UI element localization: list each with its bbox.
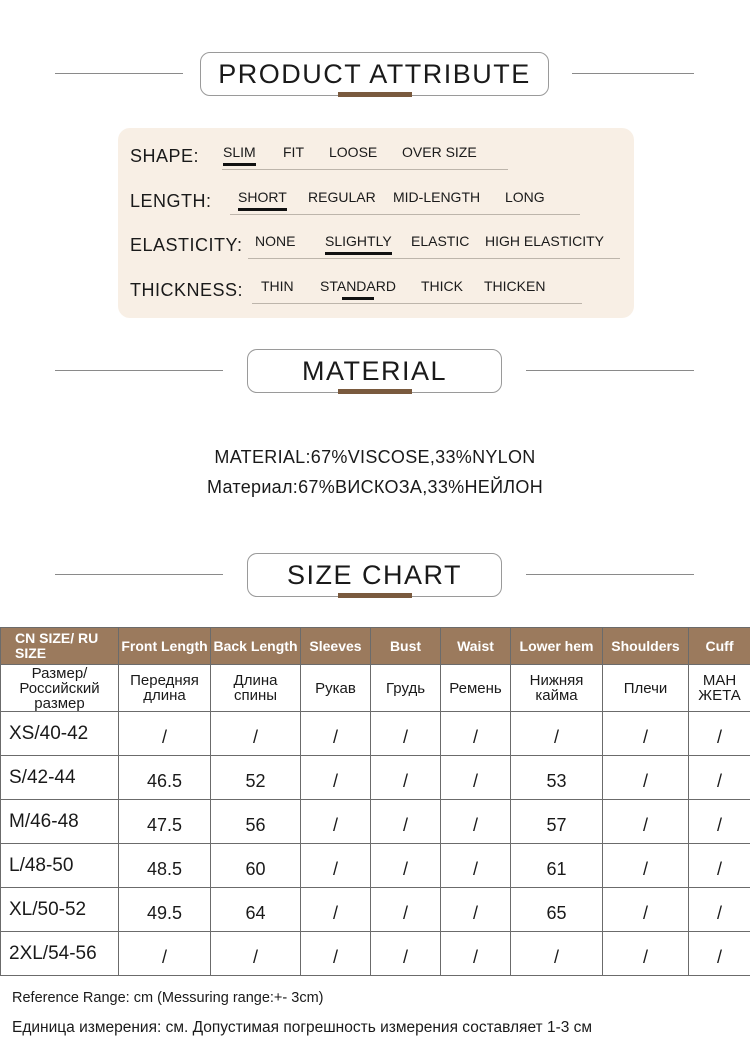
attribute-label: THICKNESS: — [130, 280, 244, 300]
option-regular: REGULAR — [308, 189, 376, 205]
header-divider-left — [55, 73, 183, 74]
measure-cell: / — [301, 844, 371, 888]
table-row — [1, 712, 750, 756]
row-underline — [230, 214, 580, 215]
measure-cell: 48.5 — [119, 844, 211, 888]
measure-cell: / — [603, 844, 689, 888]
attribute-row-shape — [130, 142, 500, 170]
measure-cell: / — [119, 712, 211, 756]
attribute-row-thickness — [130, 276, 590, 304]
measure-cell: / — [371, 756, 441, 800]
measure-cell: / — [119, 932, 211, 976]
section-title: PRODUCT ATTRIBUTE — [218, 58, 531, 89]
measure-cell: / — [603, 800, 689, 844]
option-thicken: THICKEN — [484, 278, 546, 294]
header-cell: Передняя длина — [119, 665, 211, 712]
header-cell: Размер/ Российский размер — [1, 665, 119, 712]
header-divider-left — [55, 574, 223, 575]
measure-cell: / — [689, 844, 750, 888]
attribute-label: SHAPE: — [130, 146, 200, 166]
option-loose: LOOSE — [329, 144, 378, 160]
header-accent-bar — [338, 593, 412, 598]
header-pill — [247, 349, 502, 393]
attribute-card — [118, 128, 634, 318]
measure-cell: 47.5 — [119, 800, 211, 844]
footer-note-ru: Единица измерения: см. Допустимая погрешность измерения составляет 1-3 см — [12, 1019, 593, 1036]
header-cell: Lower hem — [511, 628, 603, 665]
option-mid-length: MID-LENGTH — [393, 189, 481, 205]
measure-cell: 61 — [511, 844, 603, 888]
size-cell: L/48-50 — [1, 844, 119, 888]
table-row — [1, 756, 750, 800]
material-ru-value: 67%ВИСКОЗА,33%НЕЙЛОН — [298, 477, 544, 497]
material-en-value: 67%VISCOSE,33%NYLON — [310, 447, 536, 467]
material-ru-label: Материал: — [206, 477, 299, 497]
measure-cell: 46.5 — [119, 756, 211, 800]
header-cell: Грудь — [371, 665, 441, 712]
measure-cell: 52 — [211, 756, 301, 800]
option-none: NONE — [255, 233, 296, 249]
option-short: SHORT — [238, 189, 287, 205]
measure-cell: / — [211, 712, 301, 756]
measure-cell: / — [603, 888, 689, 932]
measure-cell: / — [689, 800, 750, 844]
measure-cell: / — [371, 932, 441, 976]
measure-cell: 49.5 — [119, 888, 211, 932]
measure-cell: / — [441, 844, 511, 888]
measure-cell: / — [211, 932, 301, 976]
measure-cell: / — [371, 800, 441, 844]
attribute-row-length — [130, 187, 590, 215]
section-title: MATERIAL — [301, 355, 448, 386]
row-underline — [252, 303, 582, 304]
table-row — [1, 844, 750, 888]
table-header-ru — [1, 665, 750, 712]
material-ru — [0, 477, 750, 498]
header-cell: Shoulders — [603, 628, 689, 665]
measure-cell: 60 — [211, 844, 301, 888]
header-cell: Плечи — [603, 665, 689, 712]
size-cell: 2XL/54-56 — [1, 932, 119, 976]
option-over-size: OVER SIZE — [402, 144, 477, 160]
option-thin: THIN — [261, 278, 294, 294]
header-accent-bar — [338, 92, 412, 97]
measure-cell: 56 — [211, 800, 301, 844]
measure-cell: / — [441, 756, 511, 800]
measure-cell: 53 — [511, 756, 603, 800]
measure-cell: / — [301, 712, 371, 756]
measure-cell: / — [511, 712, 603, 756]
section-title: SIZE CHART — [286, 559, 463, 590]
measure-cell: / — [603, 932, 689, 976]
measure-cell: / — [689, 932, 750, 976]
measure-cell: / — [301, 756, 371, 800]
row-underline — [222, 169, 508, 170]
option-fit: FIT — [283, 144, 304, 160]
measure-cell: 64 — [211, 888, 301, 932]
option-standard: STANDARD — [320, 278, 396, 294]
header-pill — [200, 52, 549, 96]
measure-cell: / — [689, 712, 750, 756]
option-long: LONG — [505, 189, 545, 205]
size-cell: S/42-44 — [1, 756, 119, 800]
option-elastic: ELASTIC — [411, 233, 470, 249]
section-header-attribute — [0, 52, 750, 112]
table-row — [1, 800, 750, 844]
measure-cell: / — [371, 888, 441, 932]
header-cell: Рукав — [301, 665, 371, 712]
attribute-row-elasticity — [130, 231, 625, 259]
measure-cell: / — [301, 888, 371, 932]
header-divider-right — [526, 574, 694, 575]
header-cell: Ремень — [441, 665, 511, 712]
table-row — [1, 888, 750, 932]
material-en — [0, 447, 750, 468]
header-cell: Sleeves — [301, 628, 371, 665]
measure-cell: / — [603, 712, 689, 756]
size-cell: XS/40-42 — [1, 712, 119, 756]
header-cell: МАН ЖЕТА — [689, 665, 750, 712]
measure-cell: / — [441, 888, 511, 932]
measure-cell: 57 — [511, 800, 603, 844]
measure-cell: / — [371, 712, 441, 756]
size-chart-table — [0, 627, 750, 976]
header-divider-right — [572, 73, 694, 74]
header-cell: Front Length — [119, 628, 211, 665]
attribute-label: LENGTH: — [130, 191, 212, 211]
header-accent-bar — [338, 389, 412, 394]
header-pill — [247, 553, 502, 597]
section-header-material — [0, 349, 750, 409]
header-divider-right — [526, 370, 694, 371]
option-high-elasticity: HIGH ELASTICITY — [485, 233, 605, 249]
table-row — [1, 932, 750, 976]
measure-cell: / — [689, 888, 750, 932]
header-cell: CN SIZE/ RU SIZE — [1, 628, 119, 665]
measure-cell: / — [441, 800, 511, 844]
footer-note-en: Reference Range: cm (Messuring range:+- 3cm) — [12, 990, 324, 1006]
header-cell: Back Length — [211, 628, 301, 665]
section-header-size-chart — [0, 553, 750, 613]
option-slightly: SLIGHTLY — [325, 233, 392, 249]
measure-cell: / — [603, 756, 689, 800]
option-thick: THICK — [421, 278, 463, 294]
size-cell: M/46-48 — [1, 800, 119, 844]
size-cell: XL/50-52 — [1, 888, 119, 932]
measure-cell: / — [301, 932, 371, 976]
option-slim: SLIM — [223, 144, 256, 160]
header-divider-left — [55, 370, 223, 371]
material-en-label: MATERIAL: — [214, 447, 311, 467]
header-cell: Cuff — [689, 628, 750, 665]
header-cell: Waist — [441, 628, 511, 665]
measure-cell: / — [371, 844, 441, 888]
attribute-label: ELASTICITY: — [130, 235, 243, 255]
measure-cell: / — [441, 932, 511, 976]
measure-cell: / — [301, 800, 371, 844]
header-cell: Длина спины — [211, 665, 301, 712]
row-underline — [248, 258, 620, 259]
table-header-en — [1, 628, 750, 665]
header-cell: Bust — [371, 628, 441, 665]
measure-cell: 65 — [511, 888, 603, 932]
measure-cell: / — [689, 756, 750, 800]
measure-cell: / — [441, 712, 511, 756]
measure-cell: / — [511, 932, 603, 976]
header-cell: Нижняя кайма — [511, 665, 603, 712]
table-body — [1, 712, 750, 976]
